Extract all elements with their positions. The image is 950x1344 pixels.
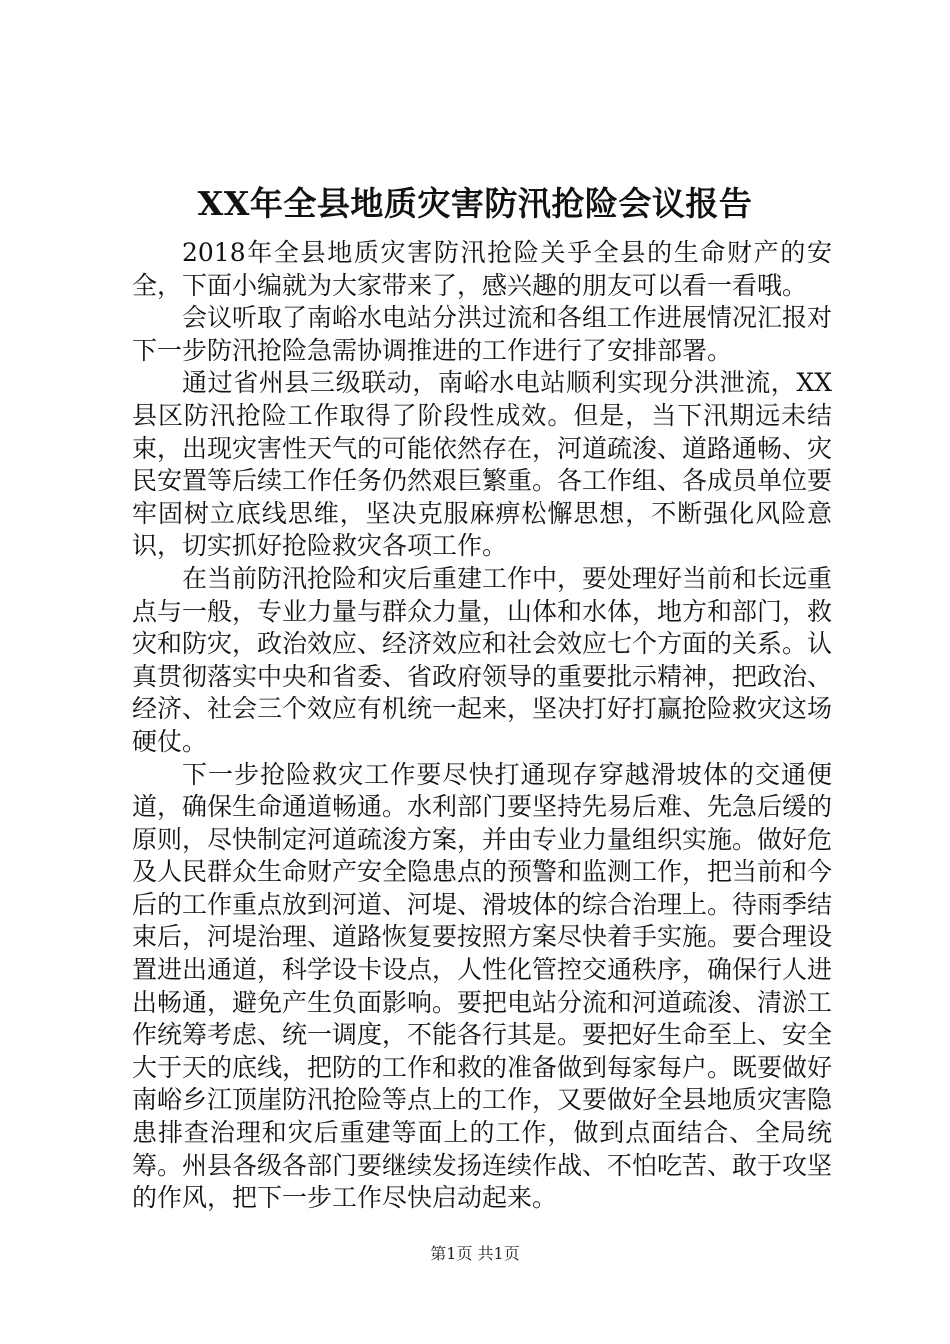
paragraph-intro: 2018年全县地质灾害防汛抢险关乎全县的生命财产的安全，下面小编就为大家带来了，感兴趣的朋友可以看一看哦。	[132, 238, 832, 300]
document-body	[132, 237, 832, 1215]
document-title: XX年全县地质灾害防汛抢险会议报告	[197, 184, 753, 223]
paragraph-meeting: 会议听取了南峪水电站分洪过流和各组工作进展情况汇报对下一步防汛抢险急需协调推进的工作进行了安排部署。	[132, 303, 833, 365]
paragraph-next-steps: 下一步抢险救灾工作要尽快打通现存穿越滑坡体的交通便道，确保生命通道畅通。水利部门要坚持先易后难、先急后缓的原则，尽快制定河道疏浚方案，并由专业力量组织实施。做好危及人民群众生命财产安全隐患点的预警和监测工作，把当前和今后的工作重点放到河道、河堤、滑坡体的综合治理上。待雨季结束后，河堤治理、道路恢复要按照方案尽快着手实施。要合理设置进出通道，科学设卡设点，人性化管控交通秩序，确保行人进出畅通，避免产生负面影响。要把电站分流和河道疏浚、清淤工作统筹考虑、统一调度，不能各行其是。要把好生命至上、安全大于天的底线，把防的工作和救的准备做到每家每户。既要做好南峪乡江顶崖防汛抢险等点上的工作，又要做好全县地质灾害隐患排查治理和灾后重建等面上的工作，做到点面结合、全局统筹。州县各级各部门要继续发扬连续作战、不怕吃苦、敢于攻坚的作风，把下一步工作尽快启动起来。	[132, 759, 833, 1213]
page-footer: 第1页 共1页	[430, 1244, 520, 1263]
paragraph-progress: 通过省州县三级联动，南峪水电站顺利实现分洪泄流，XX县区防汛抢险工作取得了阶段性成效。但是，当下汛期远未结束，出现灾害性天气的可能依然存在，河道疏浚、道路通畅、灾民安置等后续工作任务仍然艰巨繁重。各工作组、各成员单位要牢固树立底线思维，坚决克服麻痹松懈思想，不断强化风险意识，切实抓好抢险救灾各项工作。	[132, 368, 833, 561]
paragraph-relations: 在当前防汛抢险和灾后重建工作中，要处理好当前和长远重点与一般，专业力量与群众力量，山体和水体，地方和部门，救灾和防灾，政治效应、经济效应和社会效应七个方面的关系。认真贯彻落实中央和省委、省政府领导的重要批示精神，把政治、经济、社会三个效应有机统一起来，坚决打好打赢抢险救灾这场硬仗。	[132, 563, 833, 756]
